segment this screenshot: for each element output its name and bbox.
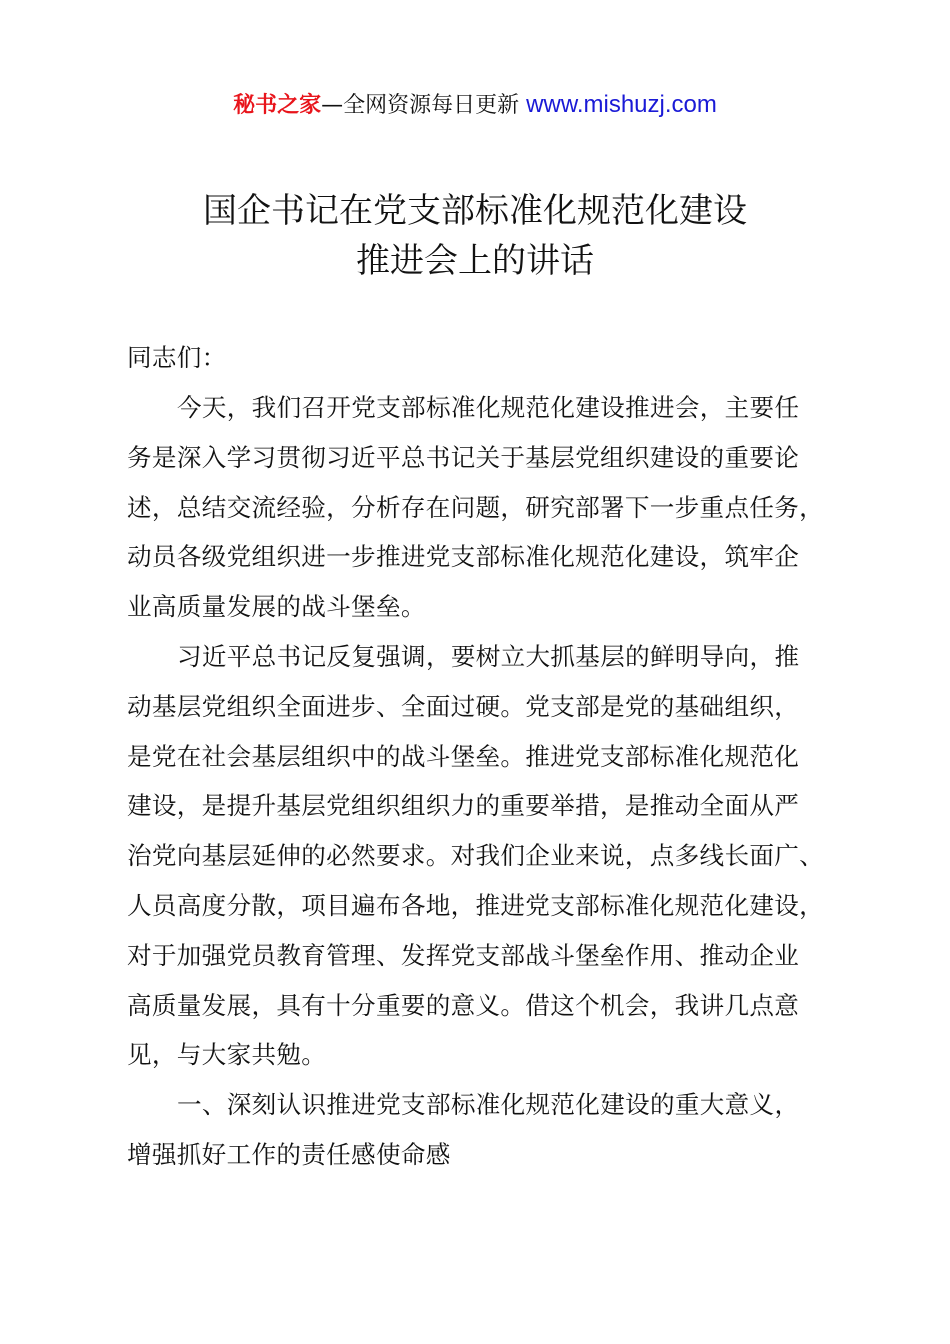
body-text-line: 动基层党组织全面进步、全面过硬。党支部是党的基础组织， bbox=[127, 691, 800, 721]
document-title-line-1: 国企书记在党支部标准化规范化建设 bbox=[203, 191, 747, 231]
body-text-line: 是党在社会基层组织中的战斗堡垒。推进党支部标准化规范化 bbox=[127, 741, 800, 771]
brand-name: 秘书之家 bbox=[233, 93, 322, 118]
section-heading-line: 增强抓好工作的责任感使命感 bbox=[127, 1140, 451, 1169]
body-text-line: 建设，是提升基层党组织组织力的重要举措，是推动全面从严 bbox=[127, 791, 800, 821]
body-text-line: 业高质量发展的战斗堡垒。 bbox=[127, 592, 426, 622]
body-text-line: 习近平总书记反复强调，要树立大抓基层的鲜明导向，推 bbox=[177, 642, 800, 671]
body-text-line: 治党向基层延伸的必然要求。对我们企业来说，点多线长面广、 bbox=[127, 841, 825, 871]
body-text-line: 今天，我们召开党支部标准化规范化建设推进会，主要任 bbox=[177, 393, 800, 422]
banner-slogan: —全网资源每日更新 bbox=[321, 93, 527, 118]
salutation: 同志们： bbox=[127, 343, 227, 372]
body-text-line: 务是深入学习贯彻习近平总书记关于基层党组织建设的重要论 bbox=[127, 442, 800, 472]
body-text-line: 高质量发展，具有十分重要的意义。借这个机会，我讲几点意 bbox=[127, 990, 800, 1020]
site-url-link[interactable]: www.mishuzj.com bbox=[526, 91, 717, 118]
body-text-line: 人员高度分散，项目遍布各地，推进党支部标准化规范化建设， bbox=[127, 891, 825, 920]
section-heading-line: 一、深刻认识推进党支部标准化规范化建设的重大意义， bbox=[177, 1090, 800, 1120]
site-banner bbox=[0, 88, 950, 119]
body-text-line: 见，与大家共勉。 bbox=[127, 1040, 327, 1070]
document-title-line-2: 推进会上的讲话 bbox=[356, 241, 594, 281]
body-text-line: 动员各级党组织进一步推进党支部标准化规范化建设，筑牢企 bbox=[127, 542, 800, 572]
body-text-line: 述，总结交流经验，分析存在问题，研究部署下一步重点任务， bbox=[127, 492, 825, 522]
body-text-line: 对于加强党员教育管理、发挥党支部战斗堡垒作用、推动企业 bbox=[127, 940, 800, 970]
